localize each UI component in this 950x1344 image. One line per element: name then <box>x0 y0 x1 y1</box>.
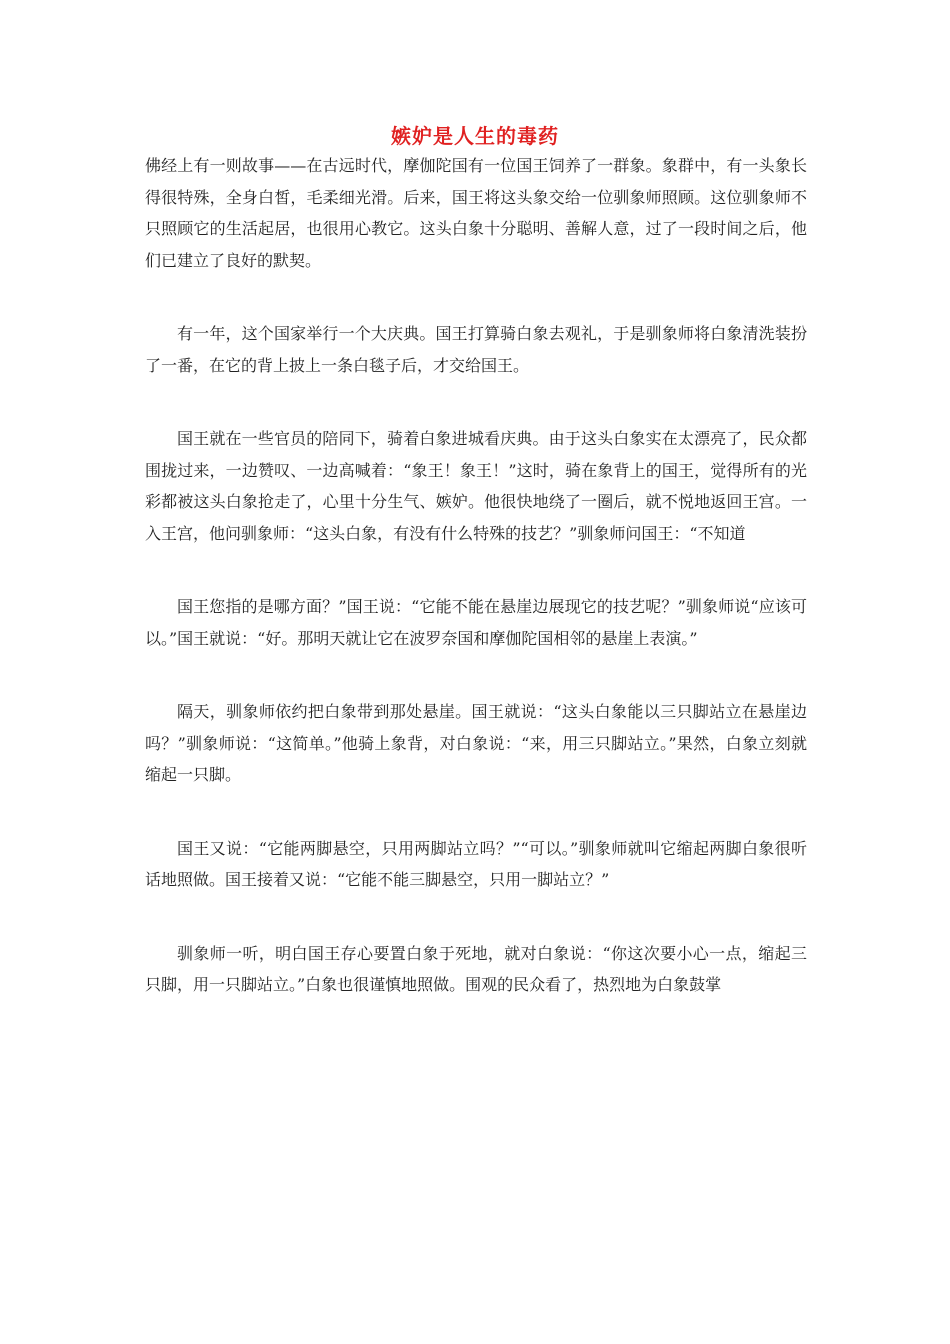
paragraph-3: 国王就在一些官员的陪同下，骑着白象进城看庆典。由于这头白象实在太漂亮了，民众都围拢过来，一边赞叹、一边高喊着：“象王！象王！”这时，骑在象背上的国王，觉得所有的光彩都被这头白象抢走了，心里十分生气、嫉妒。他很快地绕了一圈后，就不悦地返回王宫。一入王宫，他问驯象师：“这头白象，有没有什么特殊的技艺？”驯象师问国王：“不知道 <box>145 429 807 543</box>
document-body <box>145 150 807 1001</box>
paragraph-5: 隔天，驯象师依约把白象带到那处悬崖。国王就说：“这头白象能以三只脚站立在悬崖边吗？”驯象师说：“这简单。”他骑上象背，对白象说：“来，用三只脚站立。”果然，白象立刻就缩起一只脚。 <box>145 702 807 784</box>
paragraph-7: 驯象师一听，明白国王存心要置白象于死地，就对白象说：“你这次要小心一点，缩起三只脚，用一只脚站立。”白象也很谨慎地照做。围观的民众看了，热烈地为白象鼓掌 <box>145 943 807 994</box>
paragraph-4: 国王您指的是哪方面？”国王说：“它能不能在悬崖边展现它的技艺呢？”驯象师说“应该可以。”国王就说：“好。那明天就让它在波罗奈国和摩伽陀国相邻的悬崖上表演。” <box>145 597 807 648</box>
paragraph-6: 国王又说：“它能两脚悬空，只用两脚站立吗？”“可以。”驯象师就叫它缩起两脚白象很听话地照做。国王接着又说：“它能不能三脚悬空，只用一脚站立？” <box>145 838 807 889</box>
paragraph-2: 有一年，这个国家举行一个大庆典。国王打算骑白象去观礼，于是驯象师将白象清洗装扮了一番，在它的背上披上一条白毯子后，才交给国王。 <box>145 324 807 375</box>
document-title: 嫉妒是人生的毒药 <box>391 124 559 148</box>
paragraph-1: 佛经上有一则故事——在古远时代，摩伽陀国有一位国王饲养了一群象。象群中，有一头象长得很特殊，全身白皙，毛柔细光滑。后来，国王将这头象交给一位驯象师照顾。这位驯象师不只照顾它的生活起居，也很用心教它。这头白象十分聪明、善解人意，过了一段时间之后，他们已建立了良好的默契。 <box>145 156 807 270</box>
